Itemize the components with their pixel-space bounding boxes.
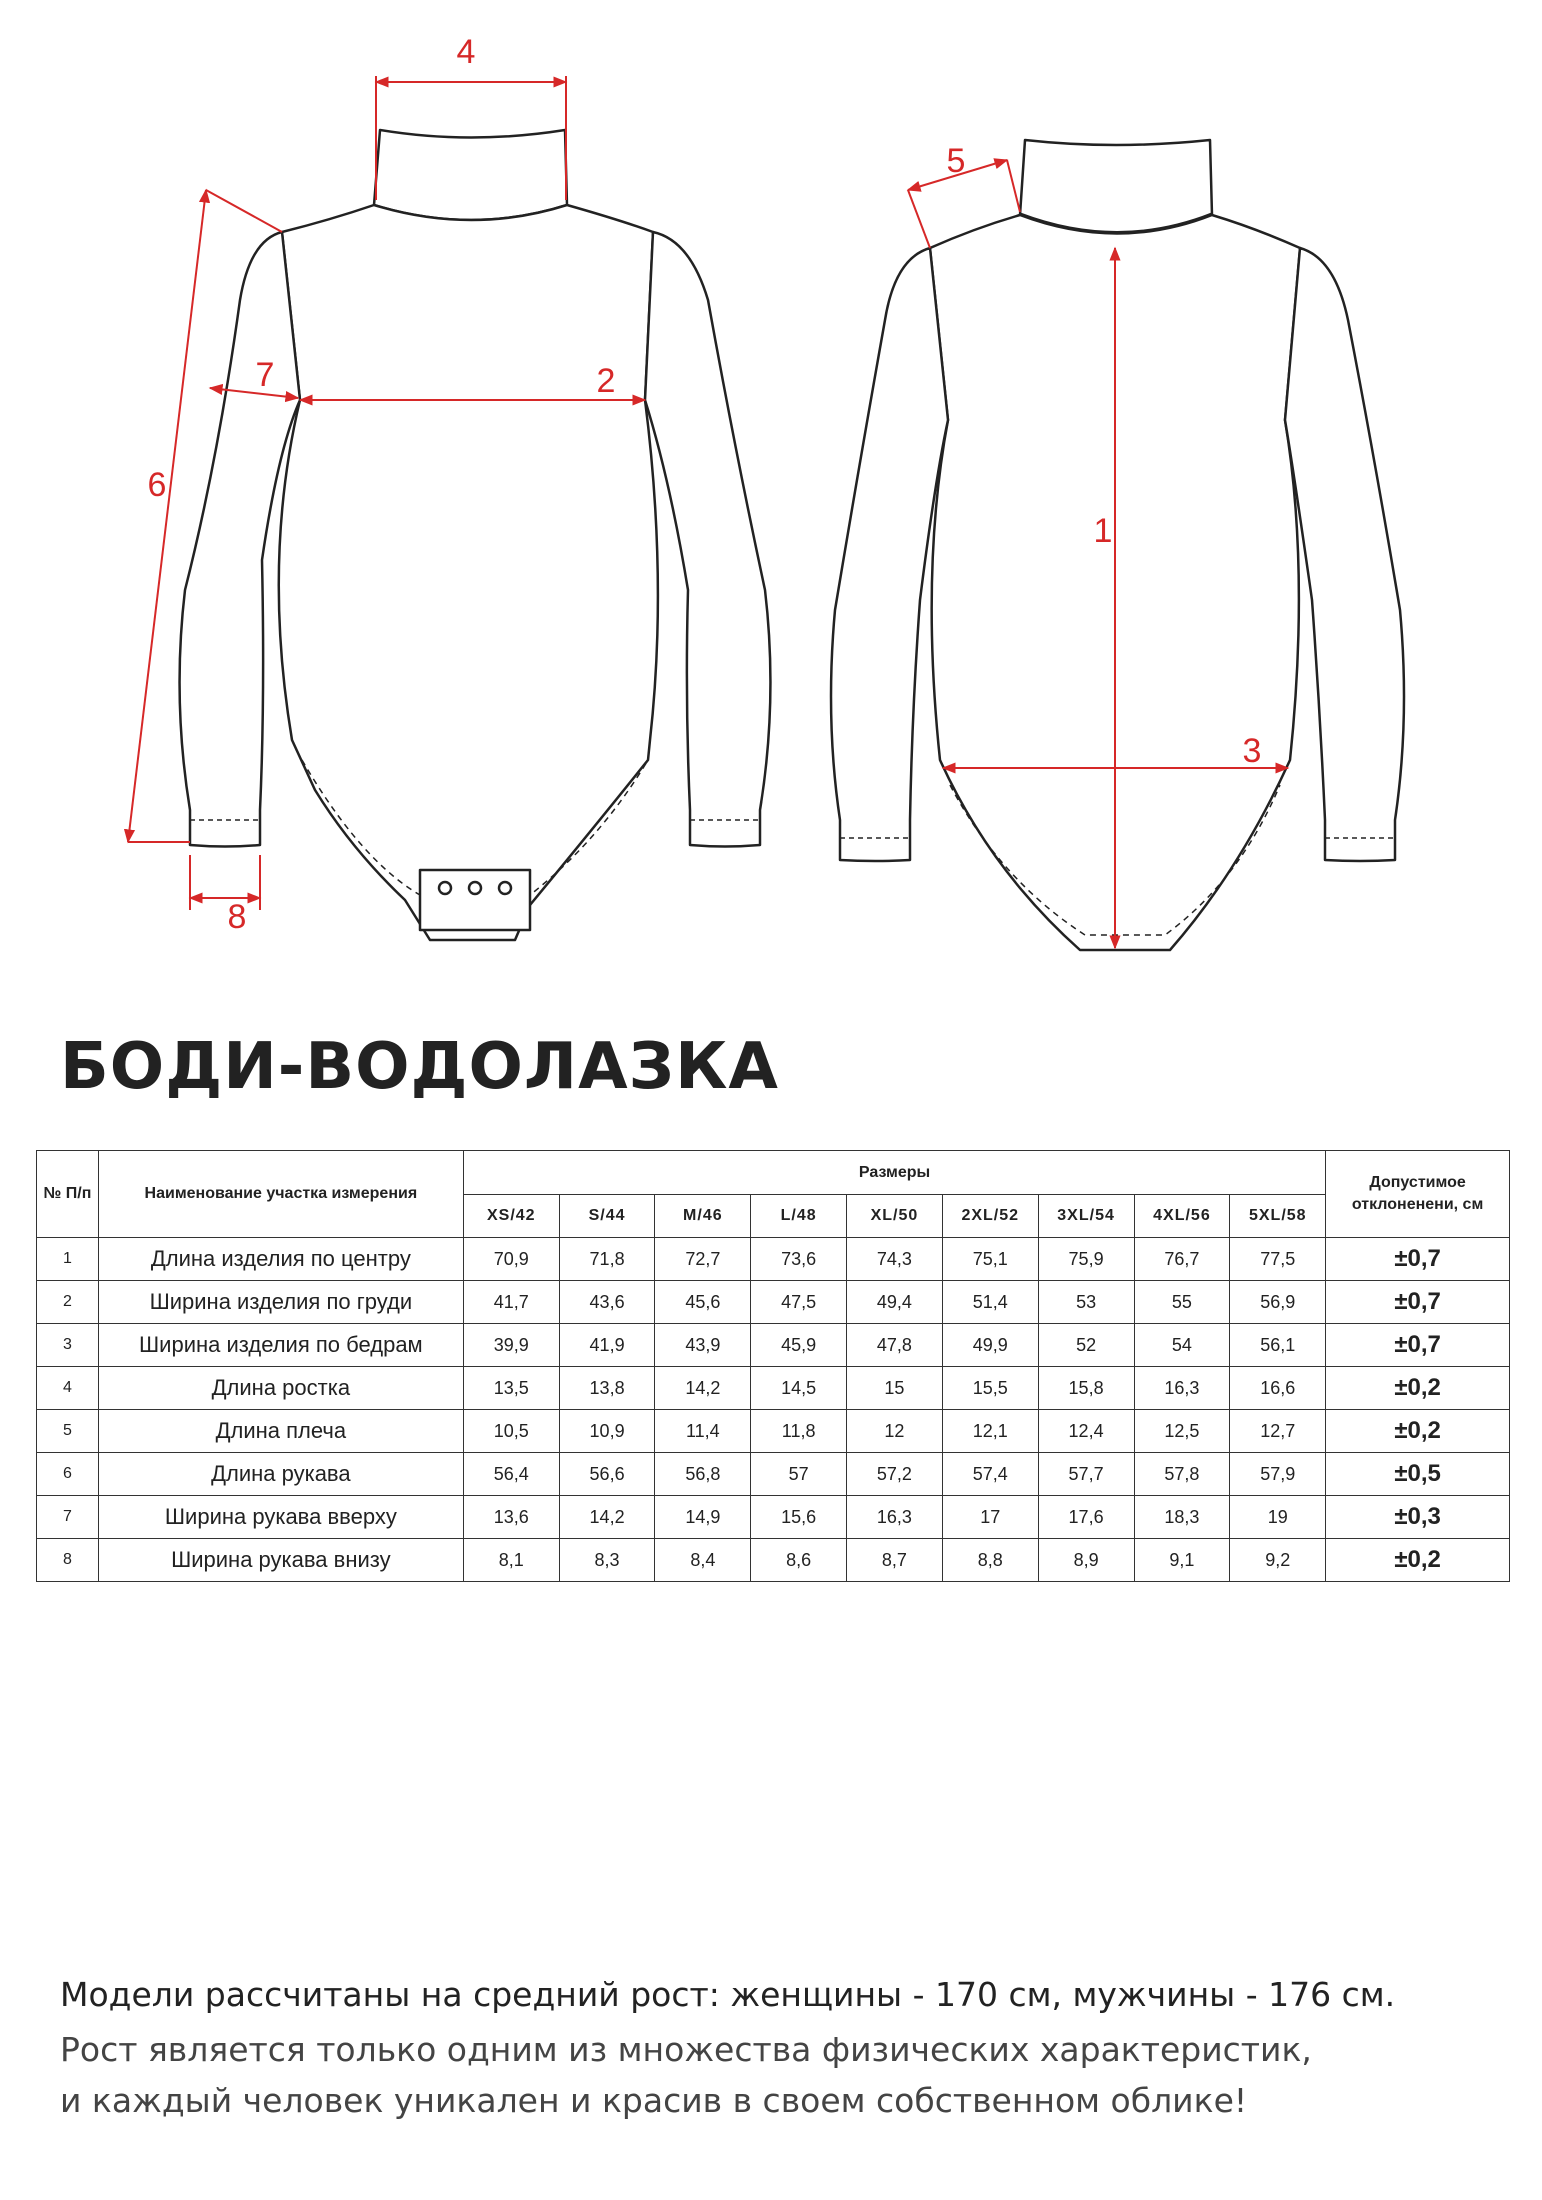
front-crotch-piece [420,870,530,930]
size-value: 55 [1134,1281,1230,1324]
size-value: 39,9 [463,1324,559,1367]
front-right-sleeve [645,232,770,847]
measurement-name: Длина ростка [98,1367,463,1410]
table-row [37,1539,1510,1582]
measure-label-6: 6 [147,466,167,504]
size-value: 54 [1134,1324,1230,1367]
footer-line-1: Модели рассчитаны на средний рост: женщины - 170 см, мужчины - 176 см. [60,1975,1396,2014]
front-body [279,205,658,940]
table-row [37,1238,1510,1281]
size-value: 15,6 [751,1496,847,1539]
row-number: 2 [37,1281,99,1324]
size-value: 71,8 [559,1238,655,1281]
size-value: 8,3 [559,1539,655,1582]
tolerance-value: ±0,2 [1326,1410,1510,1453]
size-value: 12,5 [1134,1410,1230,1453]
table-row [37,1281,1510,1324]
size-value: 14,2 [559,1496,655,1539]
size-header: 3XL/54 [1038,1195,1134,1238]
size-value: 47,8 [847,1324,943,1367]
measurement-name: Ширина рукава вверху [98,1496,463,1539]
size-value: 13,8 [559,1367,655,1410]
front-collar [374,130,567,220]
size-value: 14,9 [655,1496,751,1539]
back-view [831,140,1404,950]
measurement-name: Длина рукава [98,1453,463,1496]
size-value: 57,4 [942,1453,1038,1496]
size-value: 16,3 [847,1496,943,1539]
header-tolerance: Допустимое отклоненени, см [1326,1151,1510,1238]
measure-label-1: 1 [1093,512,1113,550]
measurement-name: Ширина изделия по груди [98,1281,463,1324]
size-value: 49,4 [847,1281,943,1324]
measurement-name: Ширина рукава внизу [98,1539,463,1582]
size-value: 56,4 [463,1453,559,1496]
size-value: 75,9 [1038,1238,1134,1281]
table-row [37,1453,1510,1496]
size-value: 18,3 [1134,1496,1230,1539]
row-number: 4 [37,1367,99,1410]
size-value: 13,6 [463,1496,559,1539]
page-title: БОДИ-ВОДОЛАЗКА [60,1030,779,1104]
size-value: 8,6 [751,1539,847,1582]
size-value: 57,2 [847,1453,943,1496]
size-value: 57,7 [1038,1453,1134,1496]
size-header: 2XL/52 [942,1195,1038,1238]
size-value: 19 [1230,1496,1326,1539]
size-value: 13,5 [463,1367,559,1410]
size-value: 52 [1038,1324,1134,1367]
measure-label-5: 5 [946,142,966,180]
size-value: 45,6 [655,1281,751,1324]
size-value: 8,8 [942,1539,1038,1582]
size-value: 8,1 [463,1539,559,1582]
row-number: 3 [37,1324,99,1367]
size-value: 11,4 [655,1410,751,1453]
size-value: 12,1 [942,1410,1038,1453]
size-value: 15 [847,1367,943,1410]
footer-line-3: и каждый человек уникален и красив в своем собственном облике! [60,2081,1248,2120]
size-value: 17 [942,1496,1038,1539]
size-value: 57,9 [1230,1453,1326,1496]
size-value: 16,3 [1134,1367,1230,1410]
back-collar [1020,140,1212,234]
size-value: 73,6 [751,1238,847,1281]
size-header: XL/50 [847,1195,943,1238]
table-row [37,1496,1510,1539]
size-table [36,1150,1510,1582]
size-value: 49,9 [942,1324,1038,1367]
back-left-sleeve [831,248,948,861]
size-value: 57 [751,1453,847,1496]
row-number: 6 [37,1453,99,1496]
row-number: 1 [37,1238,99,1281]
size-value: 43,6 [559,1281,655,1324]
size-value: 76,7 [1134,1238,1230,1281]
size-value: 17,6 [1038,1496,1134,1539]
size-value: 12 [847,1410,943,1453]
tolerance-value: ±0,7 [1326,1281,1510,1324]
header-sizes: Размеры [463,1151,1325,1195]
size-value: 74,3 [847,1238,943,1281]
size-value: 41,9 [559,1324,655,1367]
measure-label-7: 7 [255,356,275,394]
size-value: 70,9 [463,1238,559,1281]
size-value: 14,5 [751,1367,847,1410]
tolerance-value: ±0,5 [1326,1453,1510,1496]
size-value: 72,7 [655,1238,751,1281]
size-header: L/48 [751,1195,847,1238]
header-no: № П/п [37,1151,99,1238]
row-number: 5 [37,1410,99,1453]
row-number: 7 [37,1496,99,1539]
size-header: S/44 [559,1195,655,1238]
size-value: 53 [1038,1281,1134,1324]
measure-label-3: 3 [1242,732,1262,770]
size-value: 14,2 [655,1367,751,1410]
measure-label-8: 8 [227,898,247,936]
size-value: 12,4 [1038,1410,1134,1453]
size-value: 57,8 [1134,1453,1230,1496]
size-value: 10,9 [559,1410,655,1453]
table-row [37,1324,1510,1367]
size-value: 16,6 [1230,1367,1326,1410]
tolerance-value: ±0,7 [1326,1238,1510,1281]
size-value: 56,9 [1230,1281,1326,1324]
size-value: 51,4 [942,1281,1038,1324]
size-value: 8,4 [655,1539,751,1582]
size-value: 10,5 [463,1410,559,1453]
footer-line-2: Рост является только одним из множества физических характеристик, [60,2030,1312,2069]
size-value: 15,5 [942,1367,1038,1410]
measure-label-4: 4 [456,33,476,71]
tolerance-value: ±0,2 [1326,1367,1510,1410]
back-right-sleeve [1285,248,1404,861]
size-value: 56,1 [1230,1324,1326,1367]
measurement-name: Ширина изделия по бедрам [98,1324,463,1367]
size-header: 5XL/58 [1230,1195,1326,1238]
size-value: 56,6 [559,1453,655,1496]
row-number: 8 [37,1539,99,1582]
size-value: 41,7 [463,1281,559,1324]
tolerance-value: ±0,3 [1326,1496,1510,1539]
size-value: 47,5 [751,1281,847,1324]
size-header: 4XL/56 [1134,1195,1230,1238]
table-row [37,1367,1510,1410]
measurement-name: Длина плеча [98,1410,463,1453]
size-value: 75,1 [942,1238,1038,1281]
front-view [180,130,771,940]
tolerance-value: ±0,2 [1326,1539,1510,1582]
size-value: 43,9 [655,1324,751,1367]
size-value: 8,7 [847,1539,943,1582]
measure-label-2: 2 [596,362,616,400]
measurement-name: Длина изделия по центру [98,1238,463,1281]
size-value: 45,9 [751,1324,847,1367]
size-header: M/46 [655,1195,751,1238]
size-header: XS/42 [463,1195,559,1238]
size-value: 15,8 [1038,1367,1134,1410]
size-value: 9,2 [1230,1539,1326,1582]
size-value: 9,1 [1134,1539,1230,1582]
size-value: 11,8 [751,1410,847,1453]
tolerance-value: ±0,7 [1326,1324,1510,1367]
size-value: 77,5 [1230,1238,1326,1281]
size-value: 56,8 [655,1453,751,1496]
garment-diagram [0,0,1542,1000]
size-value: 12,7 [1230,1410,1326,1453]
header-name: Наименование участка измерения [98,1151,463,1238]
table-row [37,1410,1510,1453]
size-value: 8,9 [1038,1539,1134,1582]
